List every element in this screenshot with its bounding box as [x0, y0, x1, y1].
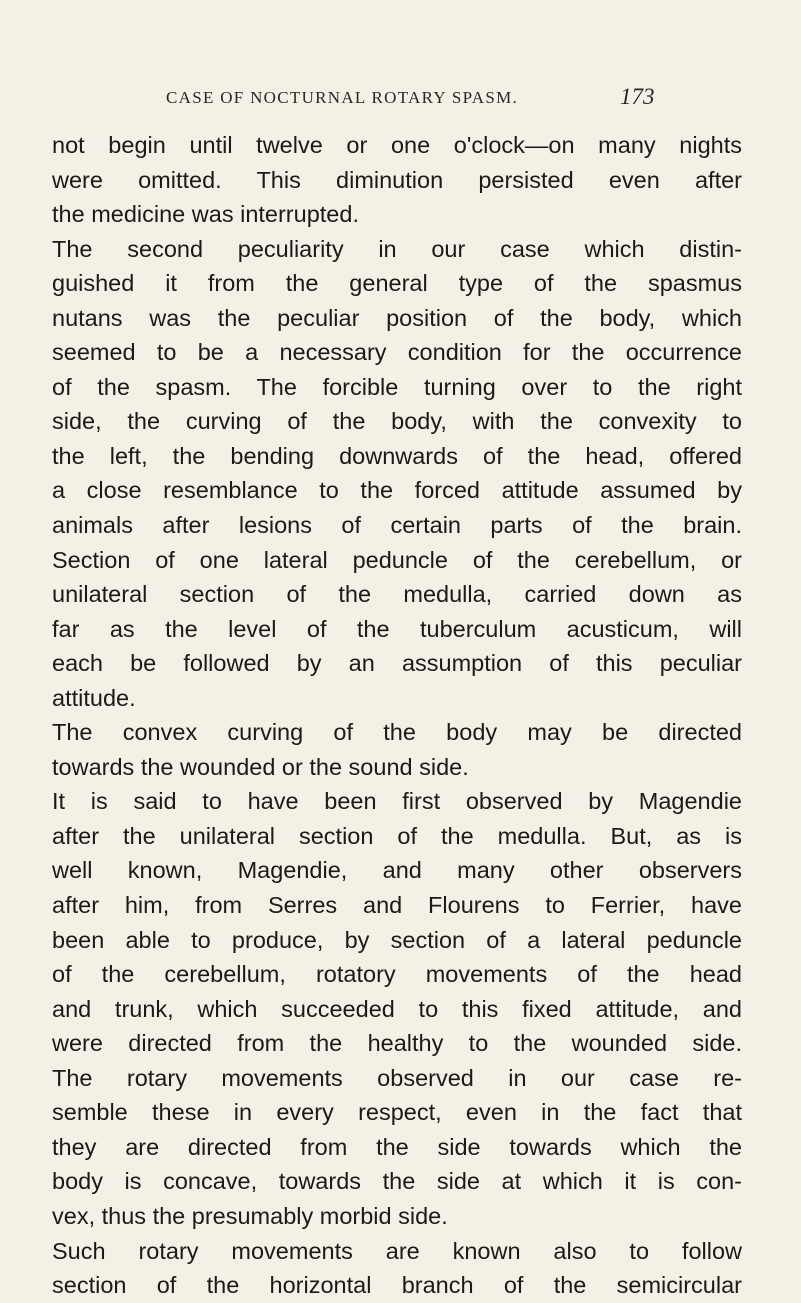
text-line: section of the horizontal branch of the semicircular: [52, 1272, 742, 1299]
text-line: nutans was the peculiar position of the body, which: [52, 304, 742, 331]
page-number: 173: [620, 84, 655, 109]
text-line: semble these in every respect, even in the fact that: [52, 1099, 742, 1126]
text-line: were omitted. This diminution persisted even after: [52, 166, 742, 193]
text-line: The convex curving of the body may be directed: [52, 719, 742, 746]
text-line: the left, the bending downwards of the head, offered: [52, 442, 742, 469]
text-line: seemed to be a necessary condition for the occurrence: [52, 339, 742, 366]
text-line: and trunk, which succeeded to this fixed attitude, and: [52, 995, 742, 1022]
text-line: The second peculiarity in our case which distin-: [52, 235, 742, 262]
text-line: animals after lesions of certain parts of the brain.: [52, 512, 742, 539]
body-text: [52, 128, 742, 1303]
text-line: been able to produce, by section of a lateral peduncle: [52, 926, 742, 953]
text-line: far as the level of the tuberculum acusticum, will: [52, 615, 742, 642]
text-line: attitude.: [52, 684, 136, 711]
text-line: were directed from the healthy to the wounded side.: [52, 1030, 742, 1057]
text-line: Such rotary movements are known also to follow: [52, 1237, 742, 1264]
text-line: of the spasm. The forcible turning over to the right: [52, 373, 742, 400]
running-head: CASE OF NOCTURNAL ROTARY SPASM.: [166, 88, 519, 107]
text-line: each be followed by an assumption of this peculiar: [52, 650, 742, 677]
text-line: Section of one lateral peduncle of the cerebellum, or: [52, 546, 742, 573]
text-line: after the unilateral section of the medulla. But, as is: [52, 822, 742, 849]
text-line: they are directed from the side towards which the: [52, 1133, 742, 1160]
text-line: The rotary movements observed in our case re-: [52, 1064, 742, 1091]
text-line: side, the curving of the body, with the convexity to: [52, 408, 742, 435]
text-line: vex, thus the presumably morbid side.: [52, 1202, 448, 1229]
text-line: a close resemblance to the forced attitude assumed by: [52, 477, 742, 504]
text-line: not begin until twelve or one o'clock—on many nights: [52, 132, 742, 158]
text-line: after him, from Serres and Flourens to Ferrier, have: [52, 892, 742, 919]
text-line: the medicine was interrupted.: [52, 201, 359, 228]
text-line: of the cerebellum, rotatory movements of the head: [52, 961, 742, 988]
text-line: body is concave, towards the side at which it is con-: [52, 1168, 742, 1195]
text-line: unilateral section of the medulla, carried down as: [52, 581, 742, 608]
text-line: well known, Magendie, and many other observers: [52, 857, 742, 884]
text-line: towards the wounded or the sound side.: [52, 753, 469, 780]
text-line: It is said to have been first observed by Magendie: [52, 788, 742, 815]
text-line: guished it from the general type of the spasmus: [52, 270, 742, 297]
